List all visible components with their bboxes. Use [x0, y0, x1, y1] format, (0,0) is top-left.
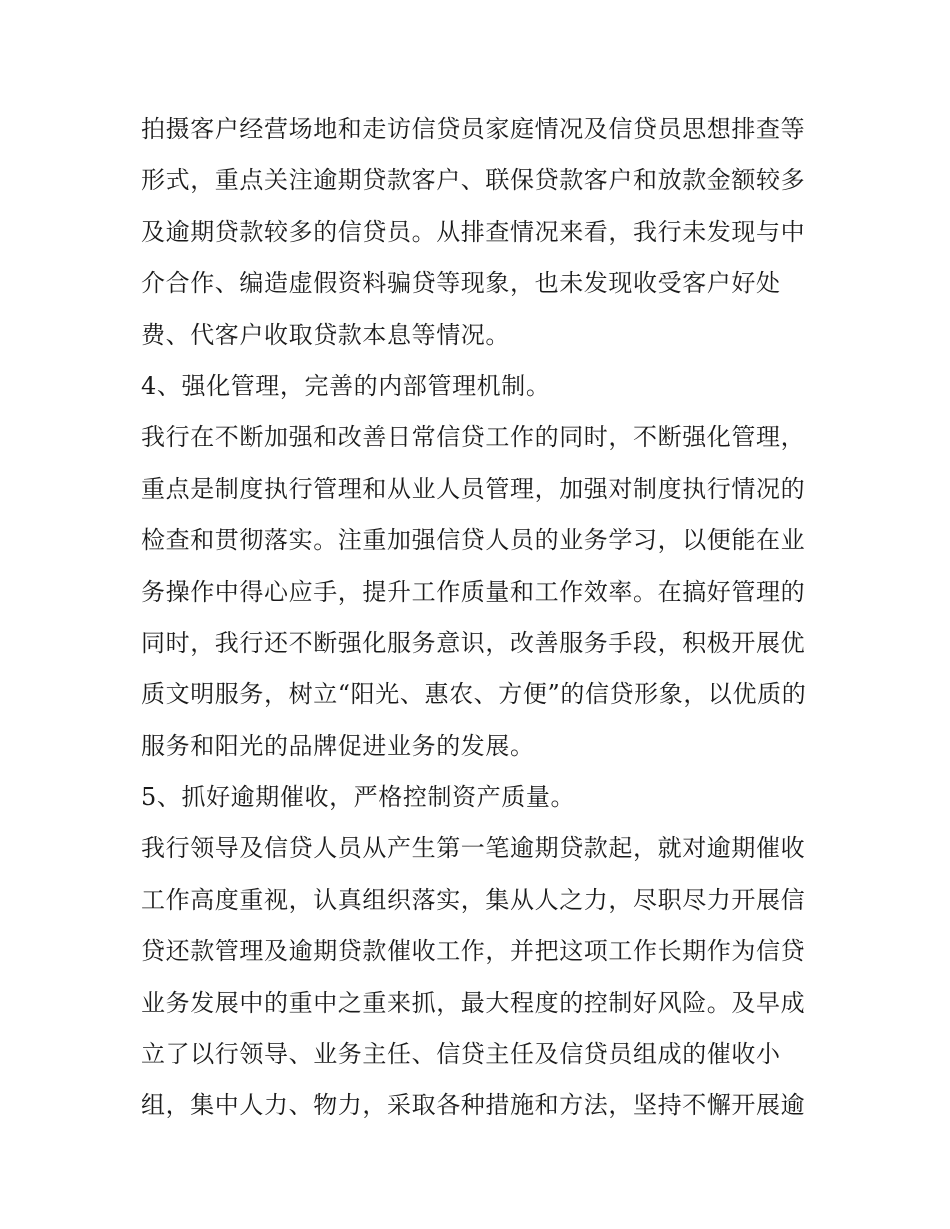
paragraph-line: 务操作中得心应手，提升工作质量和工作效率。在搞好管理的 [141, 577, 806, 606]
paragraph-line: 质文明服务，树立“阳光、惠农、方便”的信贷形象，以优质的 [141, 680, 807, 709]
paragraph-line: 组，集中人力、物力，采取各种措施和方法，坚持不懈开展逾 [141, 1091, 806, 1120]
paragraph-line: 介合作、编造虚假资料骗贷等现象，也未发现收受客户好处 [141, 269, 781, 298]
paragraph-line: 费、代客户收取贷款本息等情况。 [141, 320, 510, 349]
paragraph-line: 立了以行领导、业务主任、信贷主任及信贷员组成的催收小 [141, 1040, 781, 1069]
paragraph-line: 工作高度重视，认真组织落实，集从人之力，尽职尽力开展信 [141, 885, 806, 914]
paragraph-line: 重点是制度执行管理和从业人员管理，加强对制度执行情况的 [141, 474, 806, 503]
paragraph-line: 及逾期贷款较多的信贷员。从排查情况来看，我行未发现与中 [141, 217, 806, 246]
paragraph-line: 同时，我行还不断强化服务意识，改善服务手段，积极开展优 [141, 628, 806, 657]
paragraph-line: 业务发展中的重中之重来抓，最大程度的控制好风险。及早成 [141, 988, 806, 1017]
paragraph-line: 检查和贯彻落实。注重加强信贷人员的业务学习，以便能在业 [141, 526, 806, 555]
paragraph-line: 拍摄客户经营场地和走访信贷员家庭情况及信贷员思想排查等 [141, 115, 806, 143]
section-heading: 4、强化管理，完善的内部管理机制。 [141, 371, 551, 400]
document-body [141, 104, 821, 1132]
paragraph-line: 贷还款管理及逾期贷款催收工作，并把这项工作长期作为信贷 [141, 937, 806, 966]
paragraph-line: 服务和阳光的品牌促进业务的发展。 [141, 731, 535, 760]
paragraph-line: 形式，重点关注逾期贷款客户、联保贷款客户和放款金额较多 [141, 166, 806, 195]
paragraph-line: 我行领导及信贷人员从产生第一笔逾期贷款起，就对逾期催收 [141, 834, 806, 863]
paragraph-line: 我行在不断加强和改善日常信贷工作的同时，不断强化管理， [141, 423, 806, 452]
section-heading: 5、抓好逾期催收，严格控制资产质量。 [141, 783, 576, 812]
